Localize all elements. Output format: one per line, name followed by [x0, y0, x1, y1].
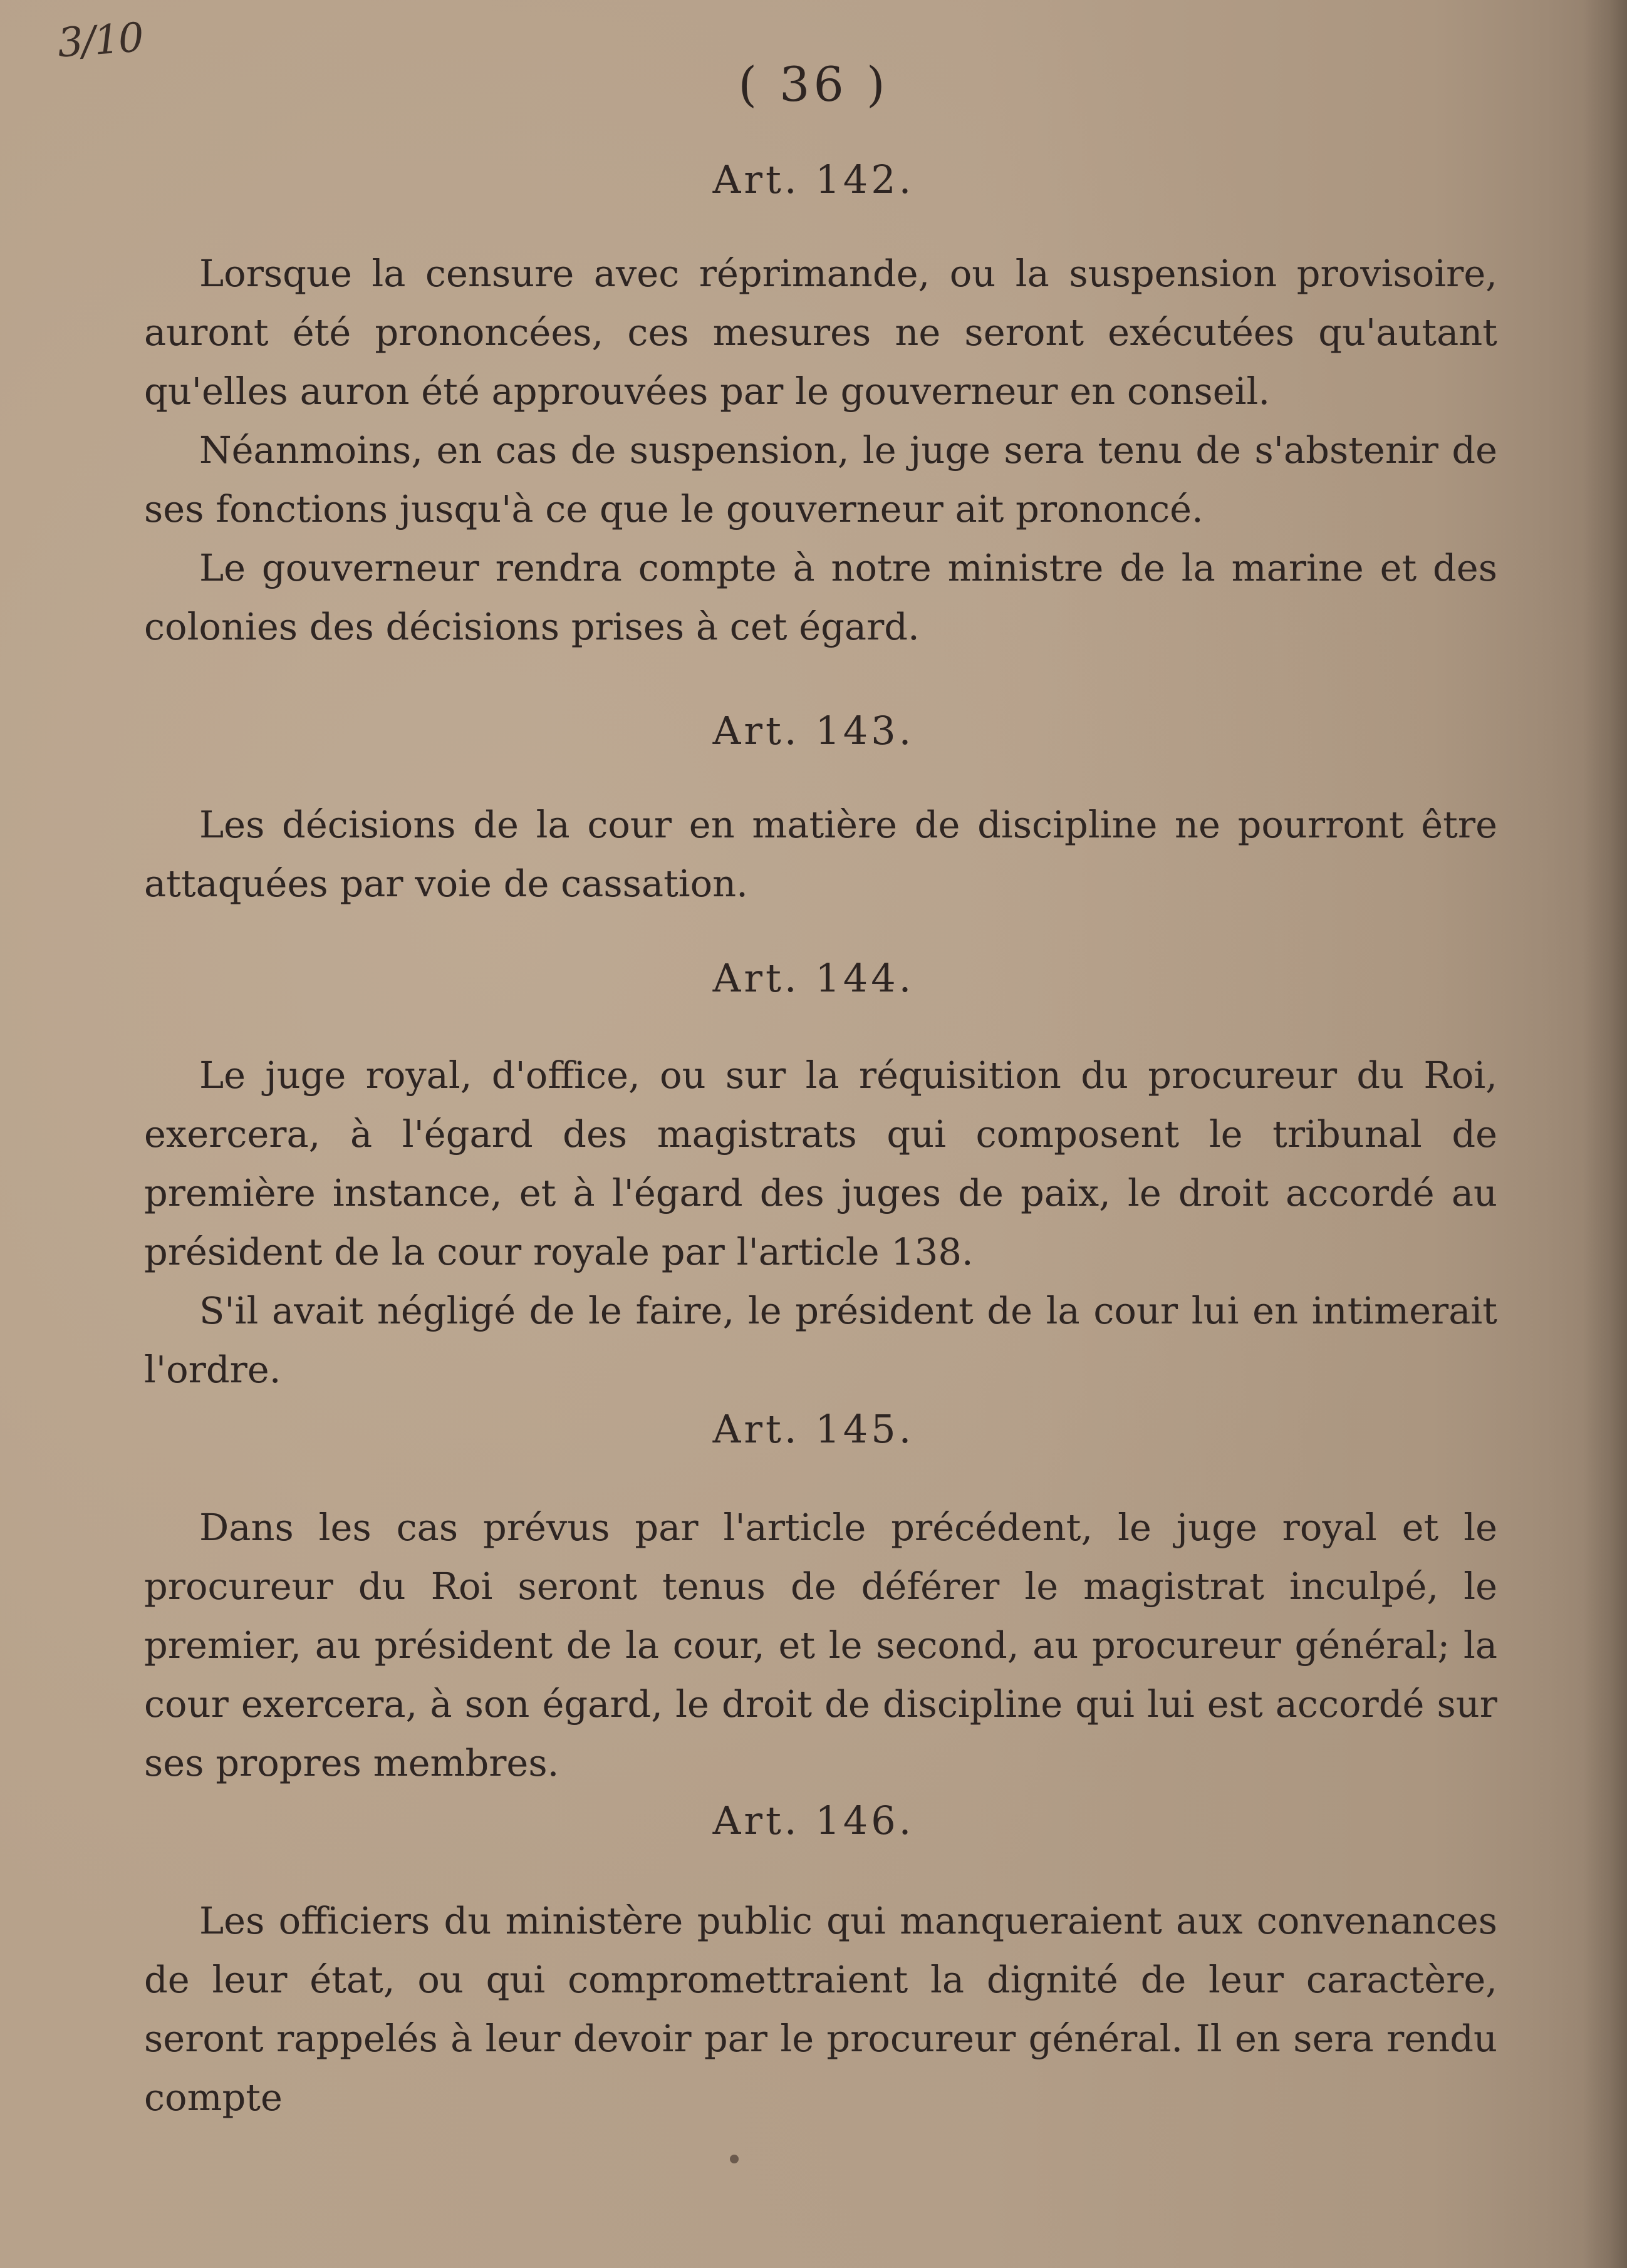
paper-speck — [730, 2155, 739, 2163]
article-heading-144: Art. 144. — [712, 955, 915, 1001]
handwritten-margin-note: 3/10 — [56, 14, 145, 67]
article-144-paragraph-1: Le juge royal, d'office, ou sur la réquisition du procureur du Roi, exercera, à l'égard des magistrats qui composent le tribunal de première instance, et à l'égard des juges de paix, le droit accordé au président de la cour royale par l'article 138. — [144, 1054, 1497, 1273]
article-heading-145: Art. 145. — [712, 1406, 915, 1452]
article-142-paragraph-1: Lorsque la censure avec réprimande, ou la suspension provisoire, auront été prononcées, ces mesures ne seront exécutées qu'autant qu'elles auron été approuvées par le gouverneur en conseil. — [144, 252, 1497, 413]
article-145-paragraph-1: Dans les cas prévus par l'article précédent, le juge royal et le procureur du Roi seront tenus de déférer le magistrat inculpé, le premier, au président de la cour, et le second, au procureur général; la cour exercera, à son égard, le droit de discipline qui lui est accordé sur ses propres membres. — [144, 1506, 1497, 1784]
article-142-paragraph-2: Néanmoins, en cas de suspension, le juge sera tenu de s'abstenir de ses fonctions jusqu'à ce que le gouverneur ait prononcé. — [144, 428, 1497, 531]
article-heading-143: Art. 143. — [712, 708, 915, 753]
page-edge-shadow — [1583, 0, 1627, 2268]
article-heading-146: Art. 146. — [712, 1798, 915, 1843]
article-142-paragraph-3: Le gouverneur rendra compte à notre ministre de la marine et des colonies des décisions prises à cet égard. — [144, 546, 1497, 648]
article-144-paragraph-2: S'il avait négligé de le faire, le président de la cour lui en intimerait l'ordre. — [144, 1289, 1497, 1391]
article-heading-142: Art. 142. — [712, 157, 915, 202]
article-146-paragraph-1: Les officiers du ministère public qui manqueraient aux convenances de leur état, ou qui compromettraient la dignité de leur caractère, seront rappelés à leur devoir par le procureur général. Il en sera rendu compte — [144, 1899, 1497, 2119]
article-143-paragraph-1: Les décisions de la cour en matière de discipline ne pourront être attaquées par voie de cassation. — [144, 803, 1497, 905]
page-number: ( 36 ) — [738, 56, 889, 112]
